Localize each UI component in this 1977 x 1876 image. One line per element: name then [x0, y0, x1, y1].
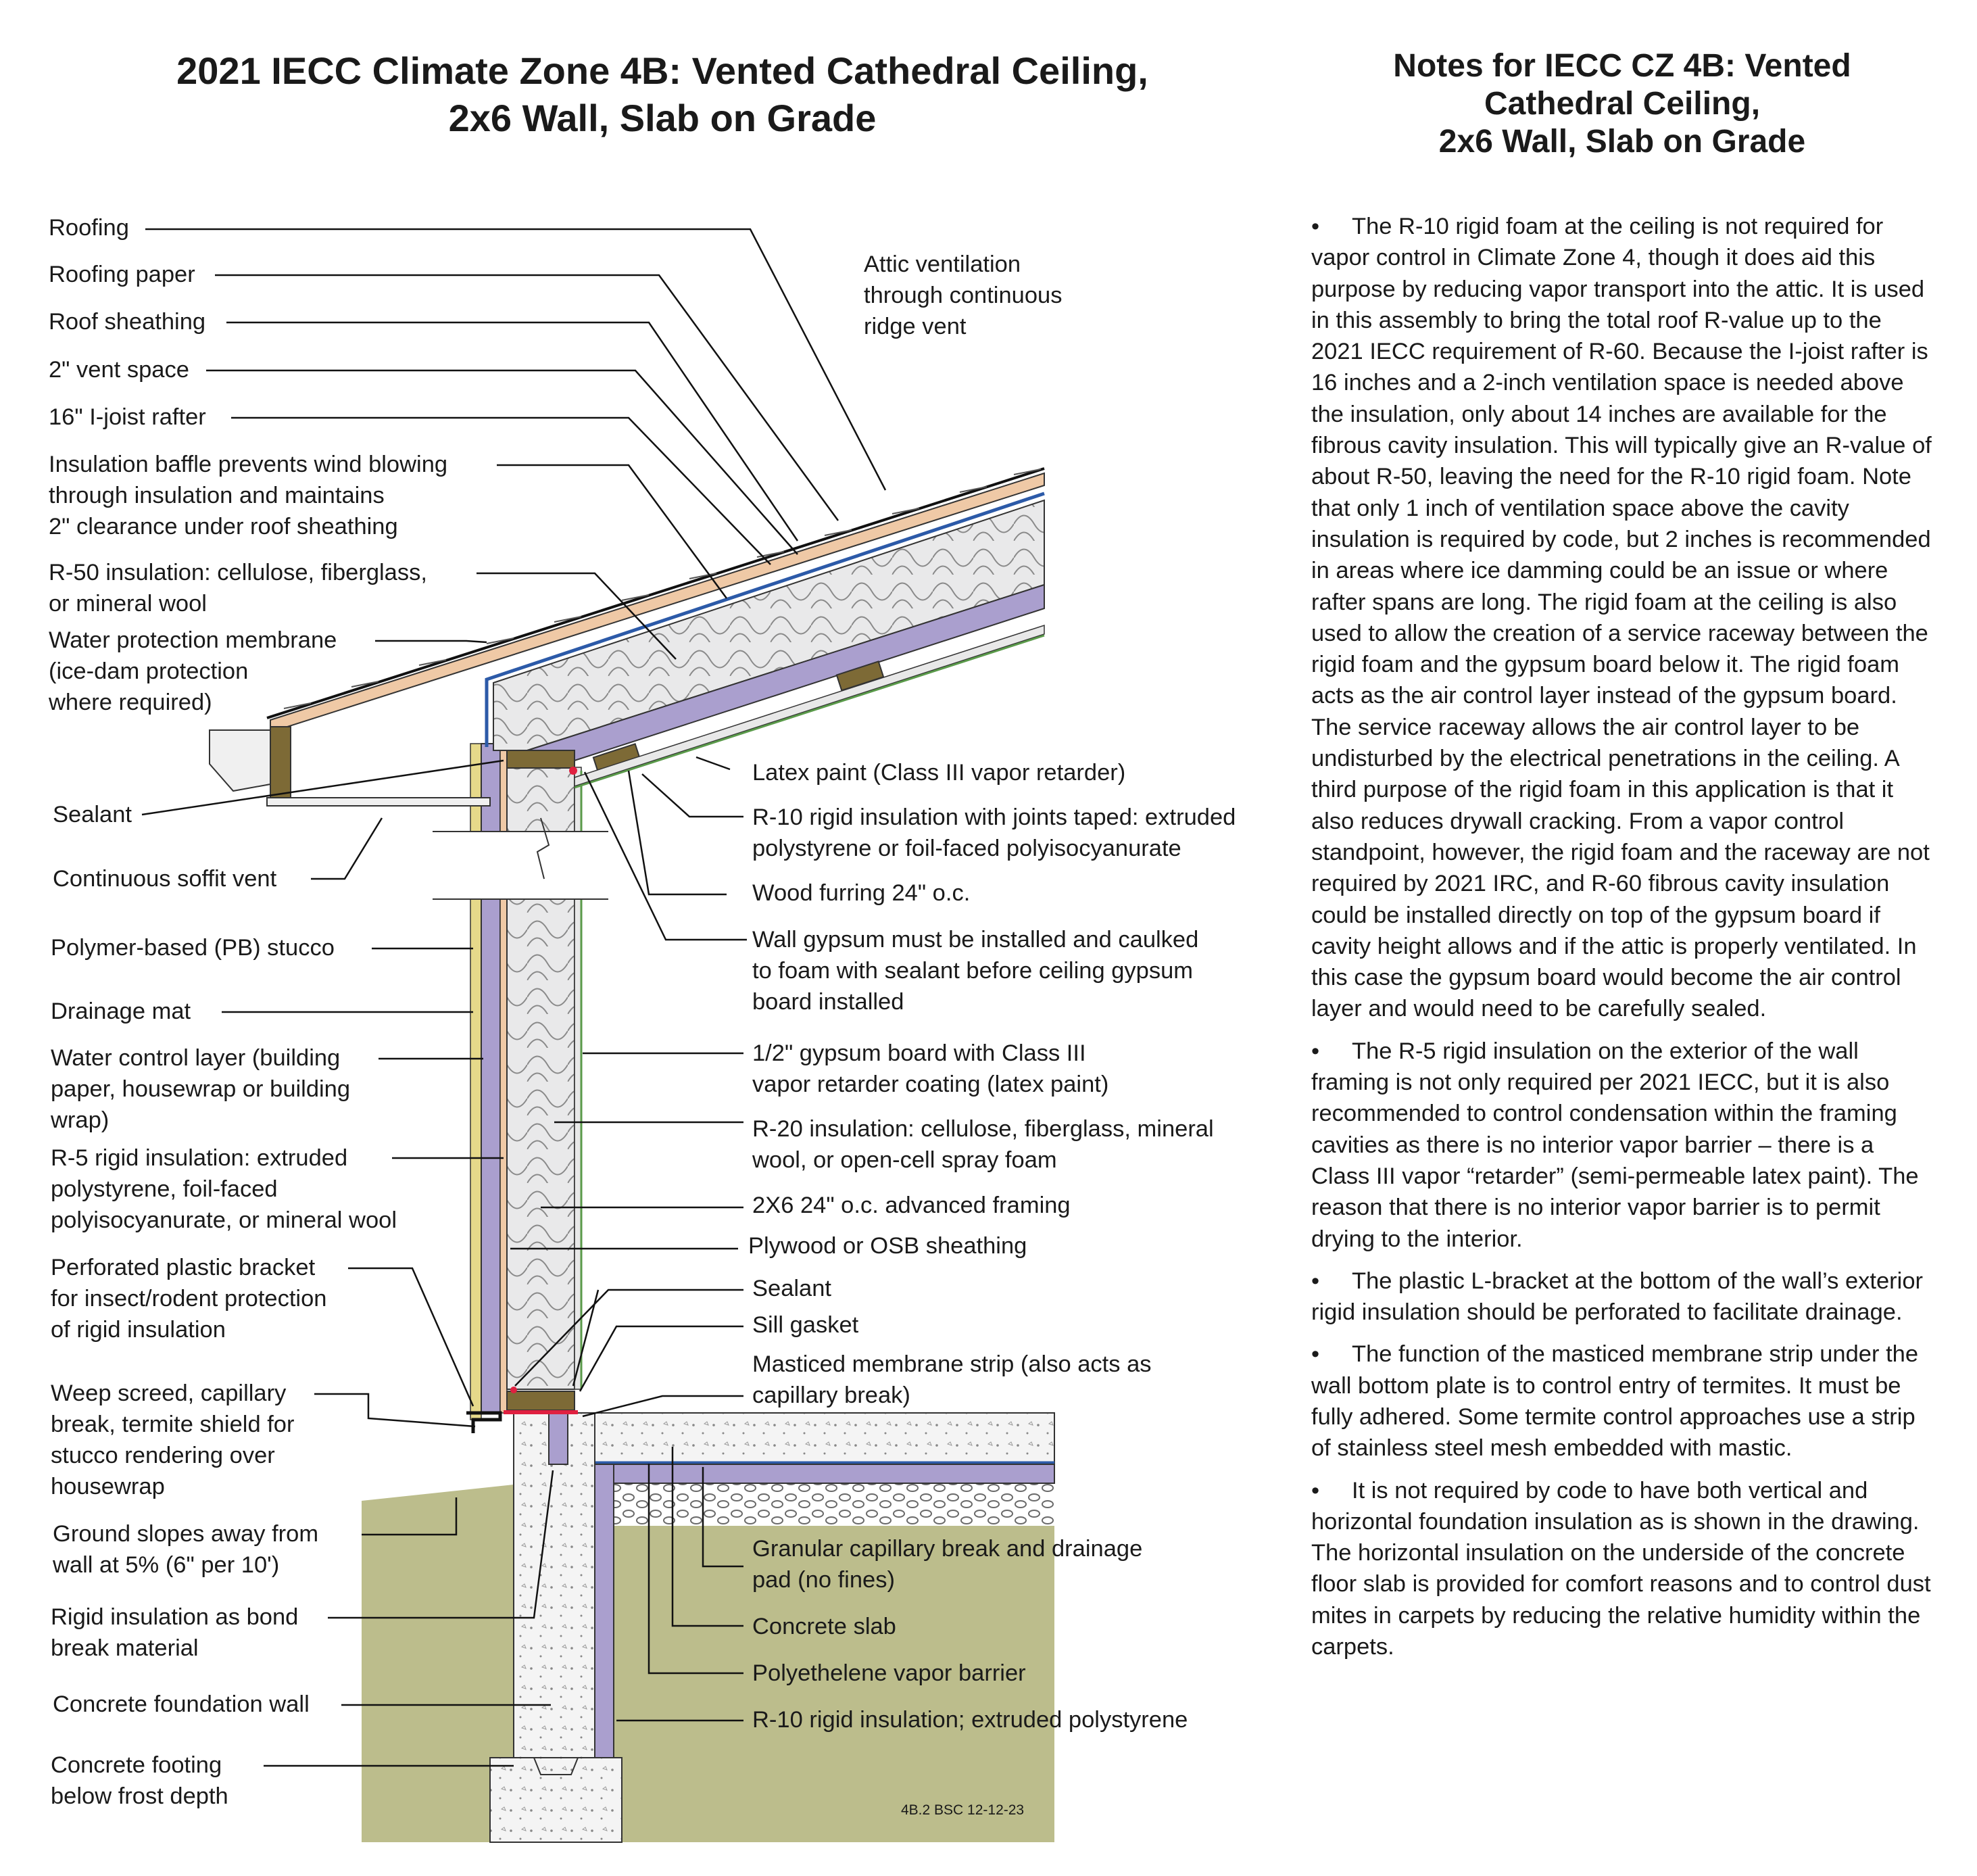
- label-concrete-slab: Concrete slab: [752, 1614, 896, 1639]
- label-bracket: Perforated plastic bracket for insect/rodent protection of rigid insulation: [51, 1255, 327, 1343]
- label-stucco: Polymer-based (PB) stucco: [51, 935, 335, 961]
- label-foundation-wall: Concrete foundation wall: [53, 1691, 310, 1717]
- notes-list: [1311, 211, 1933, 1673]
- note-item: [1311, 1266, 1933, 1328]
- label-membrane-strip: Masticed membrane strip (also acts as capillary break): [752, 1351, 1152, 1408]
- label-r50-insulation: R-50 insulation: cellulose, fiberglass, or mineral wool: [49, 560, 427, 617]
- label-insulation-baffle: Insulation baffle prevents wind blowing through insulation and maintains 2" clearance under roof sheathing: [49, 452, 448, 539]
- bullet-icon: •: [1311, 1477, 1320, 1504]
- foundation-insulation: [595, 1464, 614, 1762]
- top-plate: [507, 749, 575, 768]
- bullet-icon: •: [1311, 214, 1320, 239]
- label-water-control: Water control layer (building paper, housewrap or building wrap): [51, 1045, 351, 1133]
- notes-title-line-1: Notes for IECC CZ 4B: Vented: [1393, 48, 1851, 84]
- title-line-2: 2x6 Wall, Slab on Grade: [448, 97, 877, 139]
- label-r10-ceiling: R-10 rigid insulation with joints taped: extruded polystyrene or foil-faced polyisocyanurate: [752, 804, 1236, 861]
- label-drainage-mat: Drainage mat: [51, 999, 191, 1024]
- note-text: The plastic L-bracket at the bottom of the wall’s exterior rigid insulation should be perforated to facilitate drainage.: [1311, 1268, 1924, 1326]
- sealant-dot: [510, 1387, 517, 1393]
- fascia: [210, 730, 270, 791]
- label-ground-slope: Ground slopes away from wall at 5% (6" per 10'): [53, 1521, 319, 1578]
- label-r10-foundation: R-10 rigid insulation; extruded polystyrene: [752, 1707, 1188, 1733]
- label-attic-ventilation: Attic ventilation through continuous ridge vent: [864, 251, 1063, 339]
- label-r20-insulation: R-20 insulation: cellulose, fiberglass, mineral wool, or open-cell spray foam: [752, 1116, 1214, 1173]
- label-sill-gasket: Sill gasket: [752, 1312, 859, 1338]
- title-line-1: 2021 IECC Climate Zone 4B: Vented Cathedral Ceiling,: [176, 49, 1148, 92]
- notes-title-line-3: 2x6 Wall, Slab on Grade: [1438, 124, 1806, 160]
- note-text: The R-10 rigid foam at the ceiling is not required for vapor control in Climate Zone 4, though it does aid this purpose by reducing vapor transport into the attic. It is used in this assembly to bring the total roof R-value up to the 2021 IECC requirement of R-60. Because the I-joist rafter is 16 inches and a 2-inch ventilation space is needed above the insulation, only about 14 inches are available for the fibrous cavity insulation. This will typically give an R-value of about R-50, leaving the need for the R-10 rigid foam. Note that only 1 inch of ventilation space above the cavity insulation is required by code, but 2 inches is recommended in areas where ice damming could be an issue or where rafter spans are long. The rigid foam at the ceiling is also used to allow the creation of a service raceway between the rigid foam and the gypsum board below it. The rigid foam acts as the air control layer instead of the gypsum board. The service raceway allows the air control layer to be undisturbed by the electrical penetrations in the ceiling. A third purpose of the rigid foam in this application is that it also reduces drywall cracking. From a vapor control standpoint, however, the rigid foam and the raceway are not required by 2021 IRC, and R-60 fibrous cavity insulation could be installed directly on top of the gypsum board if cavity height allows and if the attic is properly ventilated. In this case the gypsum board would become the air control layer and would need to be carefully sealed.: [1311, 214, 1932, 1022]
- label-sealant-left: Sealant: [53, 802, 132, 827]
- label-roofing: Roofing: [49, 215, 129, 241]
- note-text: It is not required by code to have both vertical and horizontal foundation insulation as is shown in the drawing. The horizontal insulation on the underside of the concrete floor slab is provided for comfort reasons and to control dust mites in carpets by reducing the relative humidity within the carpets.: [1311, 1477, 1931, 1660]
- label-latex-paint: Latex paint (Class III vapor retarder): [752, 760, 1126, 786]
- bullet-icon: •: [1311, 1341, 1320, 1368]
- concrete-footing: [490, 1758, 622, 1842]
- label-soffit-vent: Continuous soffit vent: [53, 866, 277, 892]
- label-sealant-right: Sealant: [752, 1276, 832, 1301]
- label-footing: Concrete footing below frost depth: [51, 1752, 228, 1809]
- label-weep-screed: Weep screed, capillary break, termite shield for stucco rendering over housewrap: [51, 1380, 295, 1499]
- label-roofing-paper: Roofing paper: [49, 262, 195, 287]
- bullet-icon: •: [1311, 1038, 1320, 1064]
- foundation-wall: [514, 1413, 595, 1764]
- note-item: [1311, 1339, 1933, 1464]
- note-item: [1311, 1036, 1933, 1255]
- bottom-plate: [507, 1391, 575, 1410]
- note-text: The function of the masticed membrane strip under the wall bottom plate is to control entry of termites. It must be fully adhered. Some termite control approaches use a strip of stainless steel mesh embedded with mastic.: [1311, 1341, 1919, 1462]
- label-poly-barrier: Polyethelene vapor barrier: [752, 1660, 1026, 1686]
- label-framing: 2X6 24" o.c. advanced framing: [752, 1193, 1071, 1218]
- notes-title: [1298, 47, 1947, 161]
- label-furring: Wood furring 24" o.c.: [752, 880, 971, 906]
- concrete-slab: [564, 1413, 1054, 1464]
- notes-title-line-2: Cathedral Ceiling,: [1484, 86, 1761, 122]
- note-item: [1311, 211, 1933, 1025]
- label-granular-pad: Granular capillary break and drainage pad (no fines): [752, 1536, 1143, 1593]
- bullet-icon: •: [1311, 1268, 1320, 1294]
- label-roof-sheathing: Roof sheathing: [49, 309, 206, 335]
- label-gypsum-board: 1/2" gypsum board with Class III vapor retarder coating (latex paint): [752, 1040, 1109, 1097]
- page-title: [0, 47, 1325, 142]
- sub-slab-insulation: [564, 1464, 1054, 1483]
- drawing-stamp: 4B.2 BSC 12-12-23: [901, 1802, 1025, 1818]
- label-bond-break: Rigid insulation as bond break material: [51, 1604, 299, 1661]
- granular-pad: [612, 1484, 1054, 1526]
- label-sheathing: Plywood or OSB sheathing: [748, 1233, 1027, 1259]
- label-water-membrane: Water protection membrane (ice-dam protection where required): [49, 627, 337, 715]
- label-wall-gypsum: Wall gypsum must be installed and caulked to foam with sealant before ceiling gypsum board installed: [752, 927, 1199, 1015]
- label-ijoist-rafter: 16" I-joist rafter: [49, 404, 206, 430]
- note-text: The R-5 rigid insulation on the exterior of the wall framing is not only required per 2021 IECC, but it is also recommended to control condensation within the framing cavities as there is no interior vapor barrier – there is a Class III vapor “retarder” (semi-permeable latex paint). The reason that there is no interior vapor barrier is to permit drying to the interior.: [1311, 1038, 1919, 1252]
- membrane-strip: [504, 1410, 578, 1414]
- label-vent-space: 2" vent space: [49, 357, 189, 383]
- note-item: [1311, 1475, 1933, 1663]
- soffit: [267, 798, 490, 806]
- label-r5-insulation: R-5 rigid insulation: extruded polystyrene, foil-faced polyisocyanurate, or mineral wool: [51, 1145, 397, 1233]
- fascia-board: [270, 727, 291, 801]
